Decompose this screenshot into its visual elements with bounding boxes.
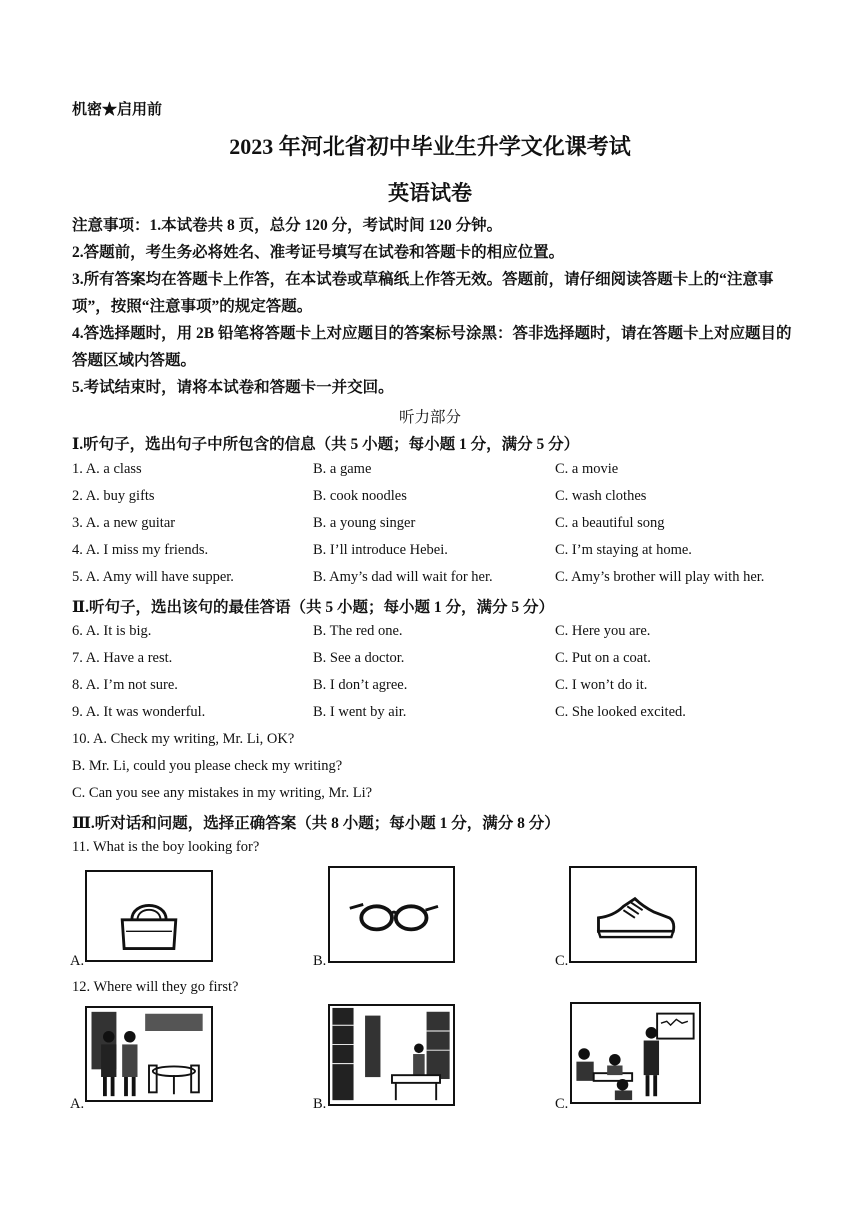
q1-option-c: C. a movie [555,461,619,477]
q11-label-b: B. [313,953,327,969]
q12-label-b: B. [313,1096,327,1112]
library-scene [328,1004,455,1106]
q7-option-b: B. See a doctor. [313,650,405,666]
q6-option-a: 6. A. It is big. [72,623,152,639]
classroom-scene [570,1002,701,1104]
section3-heading: Ⅲ.听对话和问题，选择正确答案（共 8 小题；每小题 1 分，满分 8 分） [72,815,560,832]
section2-heading: Ⅱ.听句子，选出该句的最佳答语（共 5 小题；每小题 1 分，满分 5 分） [72,599,554,616]
q8-option-a: 8. A. I’m not sure. [72,677,178,693]
q3-option-b: B. a young singer [313,515,416,531]
q5-option-a: 5. A. Amy will have supper. [72,569,234,585]
q3-option-a: 3. A. a new guitar [72,515,176,531]
q11-label-a: A. [70,953,85,969]
q4-option-b: B. I’ll introduce Hebei. [313,542,448,558]
q6-option-b: B. The red one. [313,623,403,639]
q5-option-c: C. Amy’s brother will play with her. [555,569,765,585]
notice-5: 5.考试结束时，请将本试卷和答题卡一并交回。 [72,379,394,396]
q12-label-a: A. [70,1096,85,1112]
notice-4: 4.答选择题时，用 2B 铅笔将答题卡上对应题目的答案标号涂黑：答非选择题时，请在答题卡上对应题目的答题区域内答题。 [72,325,792,369]
q7-option-a: 7. A. Have a rest. [72,650,173,666]
q3-option-c: C. a beautiful song [555,515,665,531]
q2-option-c: C. wash clothes [555,488,647,504]
exam-subtitle: 英语试卷 [388,181,472,205]
notice-2: 2.答题前，考生务必将姓名、准考证号填写在试卷和答题卡的相应位置。 [72,244,565,261]
q11-question: 11. What is the boy looking for? [72,839,260,855]
q4-option-a: 4. A. I miss my friends. [72,542,209,558]
notice-3: 3.所有答案均在答题卡上作答，在本试卷或草稿纸上作答无效。答题前，请仔细阅读答题卡上的“注意事项”，按照“注意事项”的规定答题。 [72,271,774,315]
q10-option-b: B. Mr. Li, could you please check my writing? [72,758,343,774]
q10-option-c: C. Can you see any mistakes in my writing, Mr. Li? [72,785,373,801]
q10-option-a: 10. A. Check my writing, Mr. Li, OK? [72,731,295,747]
restaurant-scene [85,1006,213,1102]
q8-option-c: C. I won’t do it. [555,677,648,693]
q7-option-c: C. Put on a coat. [555,650,651,666]
q9-option-b: B. I went by air. [313,704,407,720]
exam-title: 2023 年河北省初中毕业生升学文化课考试 [229,134,631,159]
q8-option-b: B. I don’t agree. [313,677,408,693]
q11-label-c: C. [555,953,569,969]
q4-option-c: C. I’m staying at home. [555,542,692,558]
handbag-icon [85,870,213,962]
section1-heading: Ⅰ.听句子，选出句子中所包含的信息（共 5 小题；每小题 1 分，满分 5 分） [72,436,580,453]
sneaker-icon [569,866,697,963]
q2-option-b: B. cook noodles [313,488,407,504]
q1-option-b: B. a game [313,461,372,477]
q12-question: 12. Where will they go first? [72,979,239,995]
listening-heading: 听力部分 [398,409,461,426]
q12-label-c: C. [555,1096,569,1112]
q2-option-a: 2. A. buy gifts [72,488,155,504]
q9-option-c: C. She looked excited. [555,704,686,720]
q6-option-c: C. Here you are. [555,623,651,639]
notice-1: 注意事项：1.本试卷共 8 页，总分 120 分，考试时间 120 分钟。 [72,217,503,234]
q1-option-a: 1. A. a class [72,461,142,477]
q9-option-a: 9. A. It was wonderful. [72,704,206,720]
glasses-icon [328,866,455,963]
confidential-mark: 机密★启用前 [72,102,163,118]
q5-option-b: B. Amy’s dad will wait for her. [313,569,493,585]
